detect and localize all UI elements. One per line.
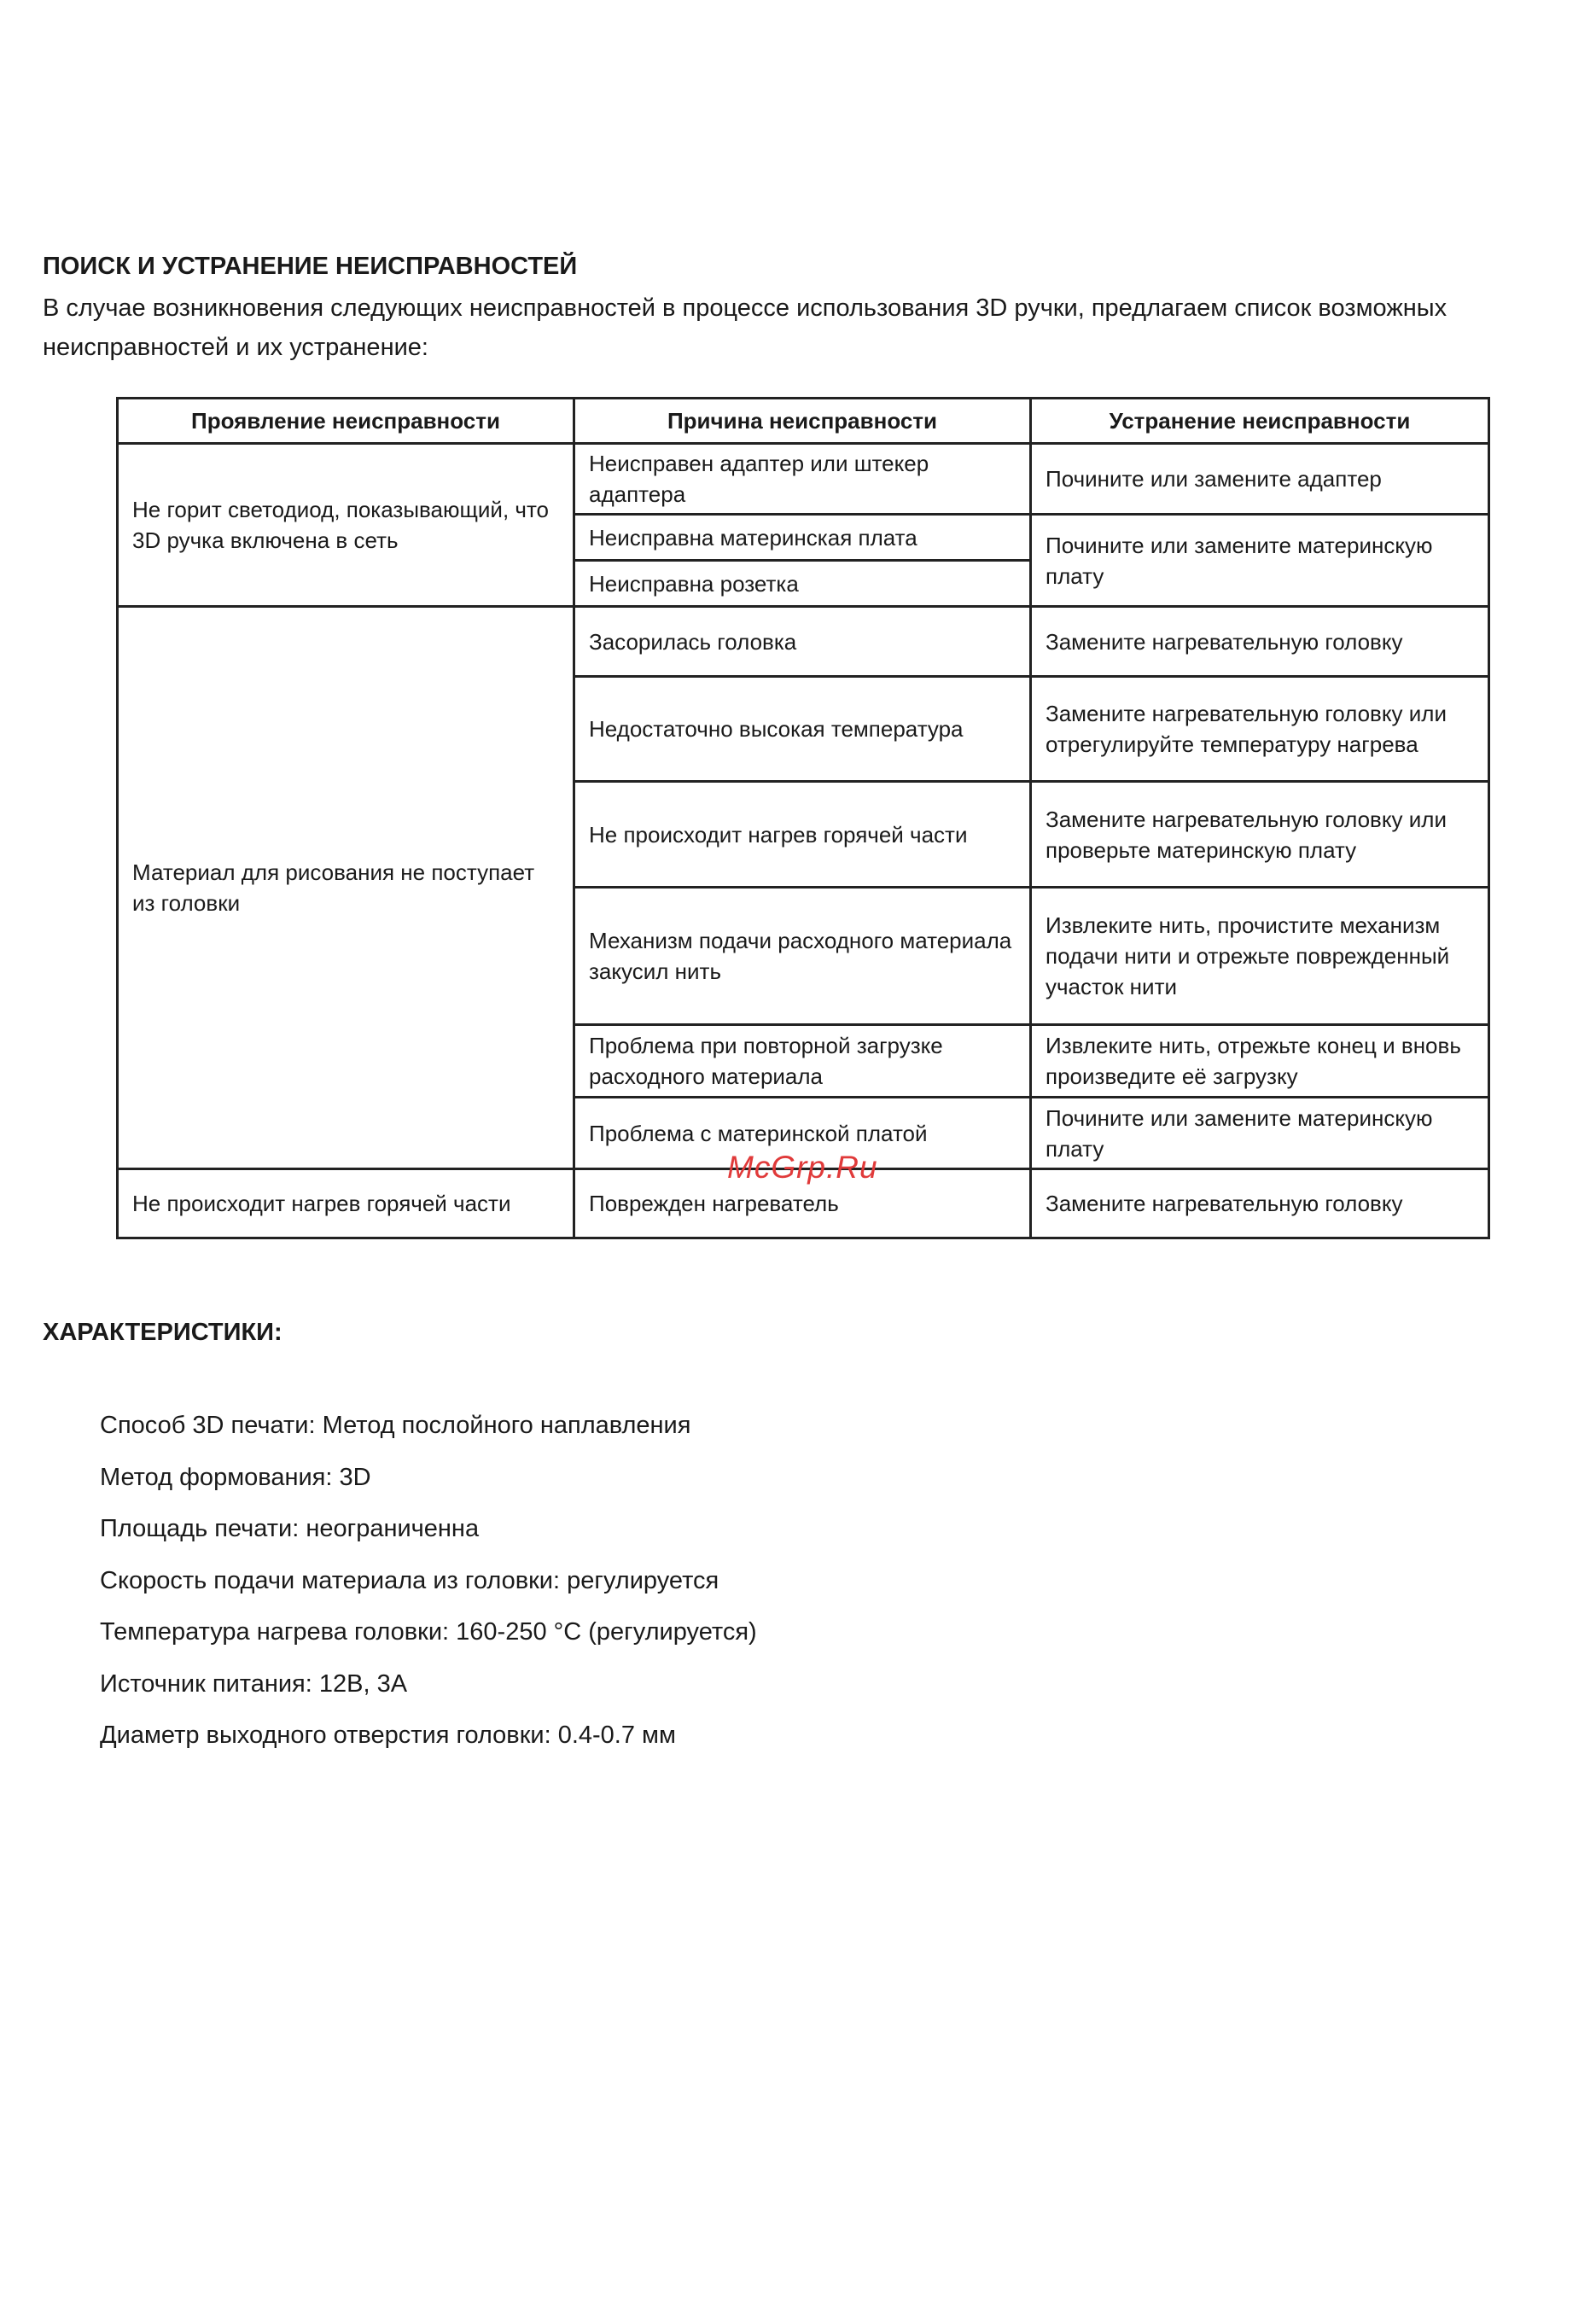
cause-cell: Проблема с материнской платой bbox=[574, 1098, 1031, 1169]
fix-cell: Замените нагревательную головку bbox=[1031, 607, 1489, 677]
fix-cell: Замените нагревательную головку или отрегулируйте температуру нагрева bbox=[1031, 677, 1489, 782]
spec-item: Площадь печати: неограниченна bbox=[100, 1515, 480, 1542]
fix-cell: Замените нагревательную головку или проверьте материнскую плату bbox=[1031, 782, 1489, 888]
characteristics-title: ХАРАКТЕРИСТИКИ: bbox=[43, 1319, 283, 1346]
cause-cell: Неисправна розетка bbox=[574, 561, 1031, 607]
spec-item: Способ 3D печати: Метод послойного наплавления bbox=[100, 1412, 691, 1439]
cause-cell: Проблема при повторной загрузке расходного материала bbox=[574, 1025, 1031, 1098]
table-row bbox=[118, 607, 1489, 677]
spec-item: Скорость подачи материала из головки: регулируется bbox=[100, 1566, 719, 1594]
cause-cell: Неисправен адаптер или штекер адаптера bbox=[574, 444, 1031, 515]
table-row bbox=[118, 444, 1489, 515]
spec-item: Метод формования: 3D bbox=[100, 1463, 371, 1491]
fix-cell: Замените нагревательную головку bbox=[1031, 1169, 1489, 1238]
cause-cell: Поврежден нагреватель bbox=[574, 1169, 1031, 1238]
cause-cell: Засорилась головка bbox=[574, 607, 1031, 677]
cause-cell: Не происходит нагрев горячей части bbox=[574, 782, 1031, 888]
spec-item: Источник питания: 12В, 3А bbox=[100, 1669, 408, 1698]
watermark: McGrp.Ru bbox=[727, 1150, 878, 1185]
intro-paragraph: В случае возникновения следующих неисправностей в процессе использования 3D ручки, предлагаем список возможных неисправностей и их устранение: bbox=[43, 294, 1447, 361]
fix-cell: Извлеките нить, прочистите механизм подачи нити и отрежьте поврежденный участок нити bbox=[1031, 888, 1489, 1025]
cause-cell: Неисправна материнская плата bbox=[574, 515, 1031, 561]
cause-cell: Механизм подачи расходного материала закусил нить bbox=[574, 888, 1031, 1025]
fix-cell: Почините или замените адаптер bbox=[1031, 444, 1489, 515]
header-fix: Устранение неисправности bbox=[1031, 399, 1489, 444]
symptom-cell: Не горит светодиод, показывающий, что 3D ручка включена в сеть bbox=[118, 444, 574, 607]
fix-cell: Почините или замените материнскую плату bbox=[1031, 515, 1489, 607]
fix-cell: Почините или замените материнскую плату bbox=[1031, 1098, 1489, 1169]
page-title: ПОИСК И УСТРАНЕНИЕ НЕИСПРАВНОСТЕЙ bbox=[43, 253, 578, 280]
header-symptom: Проявление неисправности bbox=[118, 399, 574, 444]
troubleshooting-table bbox=[116, 397, 1490, 1239]
spec-item: Диаметр выходного отверстия головки: 0.4-0.7 мм bbox=[100, 1722, 676, 1749]
cause-cell: Недостаточно высокая температура bbox=[574, 677, 1031, 782]
spec-item: Температура нагрева головки: 160-250 °С (регулируется) bbox=[100, 1618, 757, 1646]
table-header-row bbox=[118, 399, 1489, 444]
symptom-cell: Материал для рисования не поступает из головки bbox=[118, 607, 574, 1169]
specs-list bbox=[100, 1408, 757, 1770]
symptom-cell: Не происходит нагрев горячей части bbox=[118, 1169, 574, 1238]
header-cause: Причина неисправности bbox=[574, 399, 1031, 444]
fix-cell: Извлеките нить, отрежьте конец и вновь произведите её загрузку bbox=[1031, 1025, 1489, 1098]
